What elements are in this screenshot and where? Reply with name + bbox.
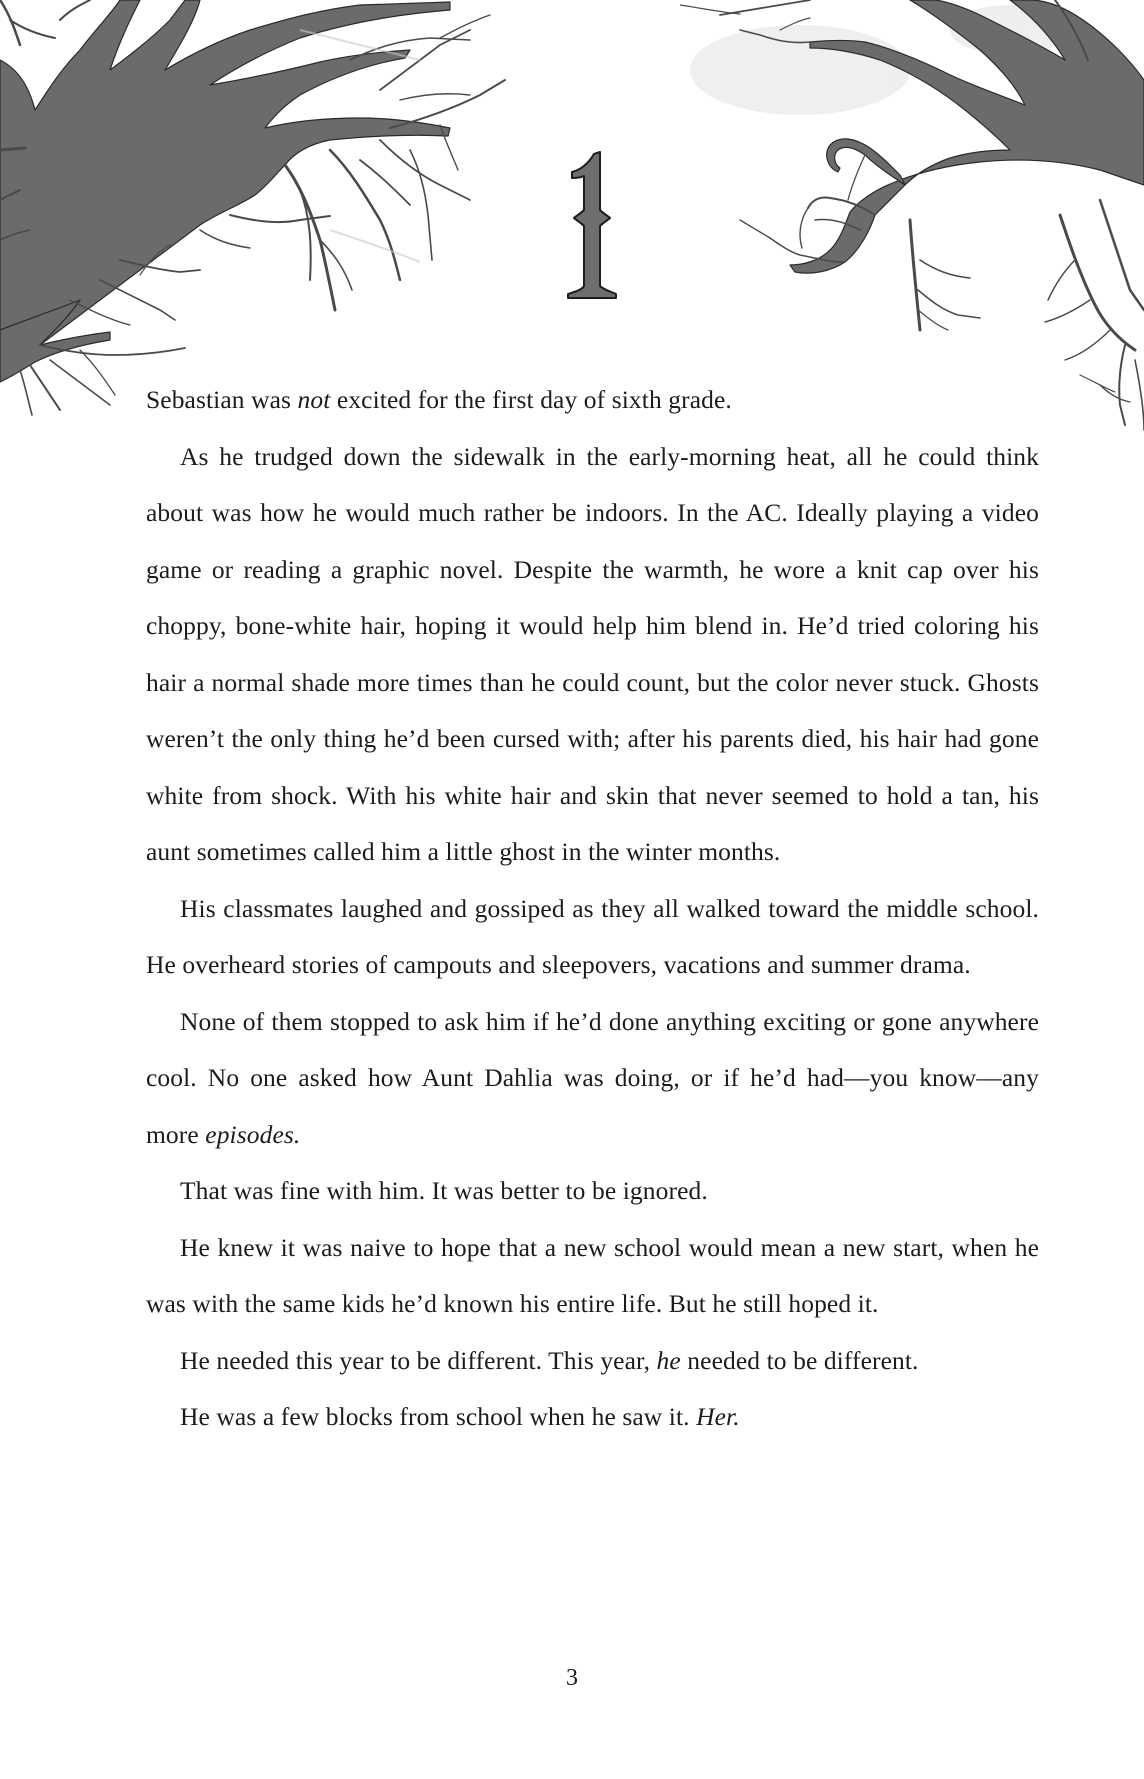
- paragraph: [146, 1220, 1039, 1333]
- text-run: He knew it was naive to hope that a new school would mean a new start, when he was with the same kids he’d known his entire life. But he still hoped it.: [146, 1232, 1039, 1318]
- paragraph: [146, 994, 1039, 1164]
- text-run: He needed this year to be different. This year,: [180, 1345, 657, 1375]
- chapter-body: [146, 372, 1039, 1446]
- paragraph: [146, 1333, 1039, 1390]
- paragraph: [146, 1389, 1039, 1446]
- italic-text: episodes.: [205, 1119, 301, 1149]
- paragraph: [146, 429, 1039, 881]
- text-run: excited for the first day of sixth grade.: [330, 385, 732, 414]
- italic-text: Her.: [696, 1402, 740, 1431]
- paragraph: [146, 881, 1039, 994]
- italic-text: he: [656, 1345, 681, 1375]
- text-run: That was fine with him. It was better to be ignored.: [180, 1176, 708, 1205]
- paragraph: [146, 1163, 1039, 1220]
- text-run: He was a few blocks from school when he saw it.: [180, 1402, 697, 1431]
- paragraph: [146, 372, 1039, 429]
- text-run: Sebastian was: [146, 385, 298, 414]
- italic-text: not: [297, 385, 331, 414]
- chapter-number-glyph: [560, 150, 620, 300]
- chapter-number-text: 1: [590, 249, 591, 251]
- text-run: needed to be different.: [680, 1345, 919, 1375]
- text-run: None of them stopped to ask him if he’d done anything exciting or gone anywhere cool. No one asked how Aunt Dahlia was doing, or if he’d had—you know—any more: [146, 1006, 1039, 1149]
- page-number: 3: [566, 1665, 578, 1691]
- text-run: As he trudged down the sidewalk in the early-morning heat, all he could think about was how he would much rather be indoors. In the AC. Ideally playing a video game or reading a graphic novel. Despite the warmth, he wore a knit cap over his choppy, bone-white hair, hoping it would help him blend in. He’d tried coloring his hair a normal shade more times than he could count, but the color never stuck. Ghosts weren’t the only thing he’d been cursed with; after his parents died, his hair had gone white from shock. With his white hair and skin that never seemed to hold a tan, his aunt sometimes called him a little ghost in the winter months.: [146, 441, 1039, 866]
- text-run: His classmates laughed and gossiped as they all walked toward the middle school. He overheard stories of campouts and sleepovers, vacations and summer drama.: [146, 893, 1039, 979]
